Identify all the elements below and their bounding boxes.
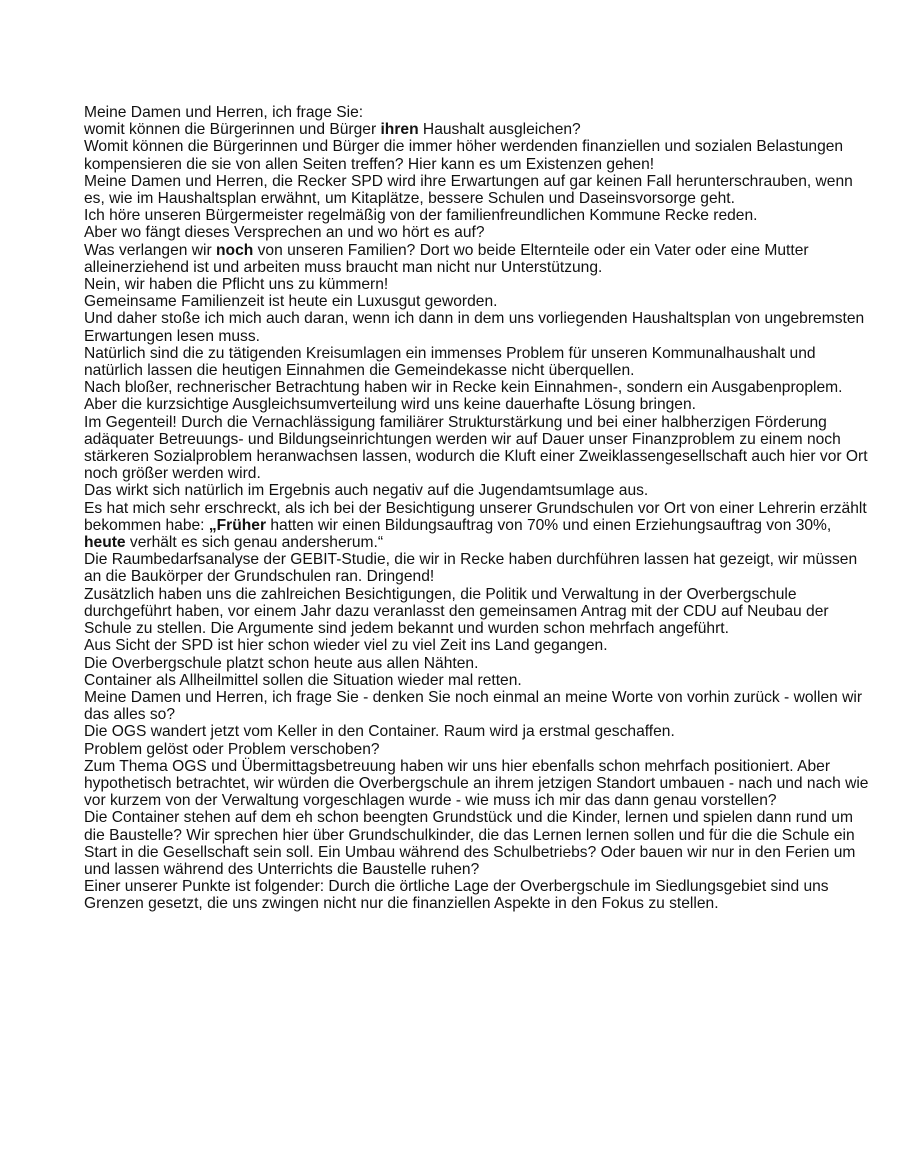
paragraph [84, 551, 874, 585]
paragraph [84, 276, 874, 293]
text-run: Im Gegenteil! Durch die Vernachlässigung familiärer Strukturstärkung und bei einer halbherzigen Förderung adäquater Betreuungs- und Bildungseinrichtungen werden wir auf Dauer unser Finanzproblem zu einem noch stärkeren Sozialproblem heranwachsen lassen, wodurch die Kluft einer Zweiklassengesellschaft auch hier vor Ort noch größer werden wird. [84, 413, 868, 483]
paragraph [84, 104, 874, 121]
paragraph [84, 586, 874, 638]
text-run: Einer unserer Punkte ist folgender: Durch die örtliche Lage der Overbergschule im Siedlungsgebiet sind uns Grenzen gesetzt, die uns zwingen nicht nur die finanziellen Aspekte in den Fokus zu stellen. [84, 878, 829, 913]
paragraph [84, 809, 874, 878]
paragraph [84, 310, 874, 344]
paragraph [84, 482, 874, 499]
paragraph [84, 758, 874, 810]
text-run: womit können die Bürgerinnen und Bürger [84, 121, 381, 139]
text-run: Problem gelöst oder Problem verschoben? [84, 740, 380, 758]
text-run: hatten wir einen Bildungsauftrag von 70% und einen Erziehungsauftrag von 30%, [266, 516, 832, 534]
text-run: Die Raumbedarfsanalyse der GEBIT-Studie, die wir in Recke haben durchführen lassen hat gezeigt, wir müssen an die Baukörper der Grundschulen ran. Dringend! [84, 551, 858, 586]
document-body [84, 104, 874, 913]
paragraph [84, 689, 874, 723]
text-run: Das wirkt sich natürlich im Ergebnis auch negativ auf die Jugendamtsumlage aus. [84, 482, 649, 500]
bold-text: „Früher [208, 516, 267, 534]
text-run: Nach bloßer, rechnerischer Betrachtung haben wir in Recke kein Einnahmen-, sondern ein Ausgabenproplem. [84, 379, 843, 397]
paragraph [84, 173, 874, 207]
text-run: Nein, wir haben die Pflicht uns zu kümmern! [84, 276, 389, 294]
paragraph [84, 878, 874, 912]
text-run: Die Container stehen auf dem eh schon beengten Grundstück und die Kinder, lernen und spielen dann rund um die Baustelle? Wir sprechen hier über Grundschulkinder, die das Lernen lernen sollen und für die die Schule ein Start in die Gesellschaft sein soll. Ein Umbau während des Schulbetriebs? Oder bauen wir nur in den Ferien um und lassen während des Unterrichts die Baustelle ruhen? [84, 809, 856, 878]
paragraph [84, 414, 874, 483]
text-run: Aber wo fängt dieses Versprechen an und wo hört es auf? [84, 224, 485, 242]
paragraph [84, 379, 874, 396]
paragraph [84, 672, 874, 689]
text-run: Womit können die Bürgerinnen und Bürger die immer höher werdenden finanziellen und sozialen Belastungen kompensieren die sie von allen Seiten treffen? Hier kann es um Existenzen gehen! [84, 138, 844, 173]
text-run: Was verlangen wir [84, 241, 217, 259]
text-run: verhält es sich genau andersherum.“ [125, 534, 384, 552]
text-run: Container als Allheilmittel sollen die Situation wieder mal retten. [84, 671, 522, 689]
text-run: Gemeinsame Familienzeit ist heute ein Luxusgut geworden. [84, 293, 498, 311]
paragraph [84, 396, 874, 413]
text-run: Meine Damen und Herren, ich frage Sie: [84, 104, 364, 121]
text-run: Haushalt ausgleichen? [418, 121, 581, 139]
text-run: Zusätzlich haben uns die zahlreichen Besichtigungen, die Politik und Verwaltung in der Overbergschule durchgeführt haben, vor einem Jahr dazu veranlasst den gemeinsamen Antrag mit der CDU auf Neubau der Schule zu stellen. Die Argumente sind jedem bekannt und wurden schon mehrfach angeführt. [84, 585, 829, 638]
text-run: Es hat mich sehr erschreckt, als ich bei der Besichtigung unserer Grundschulen vor Ort von einer Lehrerin erzählt bekommen habe: [84, 499, 867, 534]
text-run: Aus Sicht der SPD ist hier schon wieder viel zu viel Zeit ins Land gegangen. [84, 637, 608, 655]
text-run: Zum Thema OGS und Übermittagsbetreuung haben wir uns hier ebenfalls schon mehrfach positioniert. Aber hypothetisch betrachtet, wir würden die Overbergschule an ihrem jetzigen Standort umbauen - nach und nach wie vor kurzem von der Verwaltung vorgeschlagen wurde - wie muss ich mir das dann genau vorstellen? [84, 757, 869, 810]
text-run: Meine Damen und Herren, die Recker SPD wird ihre Erwartungen auf gar keinen Fall herunterschrauben, wenn es, wie im Haushaltsplan erwähnt, um Kitaplätze, bessere Schulen und Daseinsvorsorge geht. [84, 172, 853, 208]
paragraph [84, 723, 874, 740]
paragraph [84, 345, 874, 379]
paragraph [84, 637, 874, 654]
text-run: Aber die kurzsichtige Ausgleichsumverteilung wird uns keine dauerhafte Lösung bringen. [84, 396, 696, 414]
paragraph [84, 500, 874, 552]
bold-text: noch [216, 241, 254, 259]
paragraph [84, 741, 874, 758]
text-run: Ich höre unseren Bürgermeister regelmäßig von der familienfreundlichen Kommune Recke reden. [84, 207, 758, 225]
bold-text: heute [84, 534, 126, 552]
paragraph [84, 293, 874, 310]
paragraph [84, 242, 874, 276]
paragraph [84, 655, 874, 672]
paragraph [84, 207, 874, 224]
text-run: Die OGS wandert jetzt vom Keller in den Container. Raum wird ja erstmal geschaffen. [84, 723, 675, 741]
text-run: von unseren Familien? Dort wo beide Elternteile oder ein Vater oder eine Mutter alleinerziehend ist und arbeiten muss braucht man nicht nur Unterstützung. [84, 241, 809, 276]
text-run: Die Overbergschule platzt schon heute aus allen Nähten. [84, 654, 479, 672]
paragraph [84, 121, 874, 138]
paragraph [84, 138, 874, 172]
text-run: Meine Damen und Herren, ich frage Sie - denken Sie noch einmal an meine Worte von vorhin zurück - wollen wir das alles so? [84, 688, 863, 724]
text-run: Natürlich sind die zu tätigenden Kreisumlagen ein immenses Problem für unseren Kommunalhaushalt und natürlich lassen die heutigen Einnahmen die Gemeindekasse nicht überquellen. [84, 344, 816, 380]
text-run: Und daher stoße ich mich auch daran, wenn ich dann in dem uns vorliegenden Haushaltsplan von ungebremsten Erwartungen lesen muss. [84, 310, 865, 345]
paragraph [84, 224, 874, 241]
bold-text: ihren [380, 121, 419, 139]
